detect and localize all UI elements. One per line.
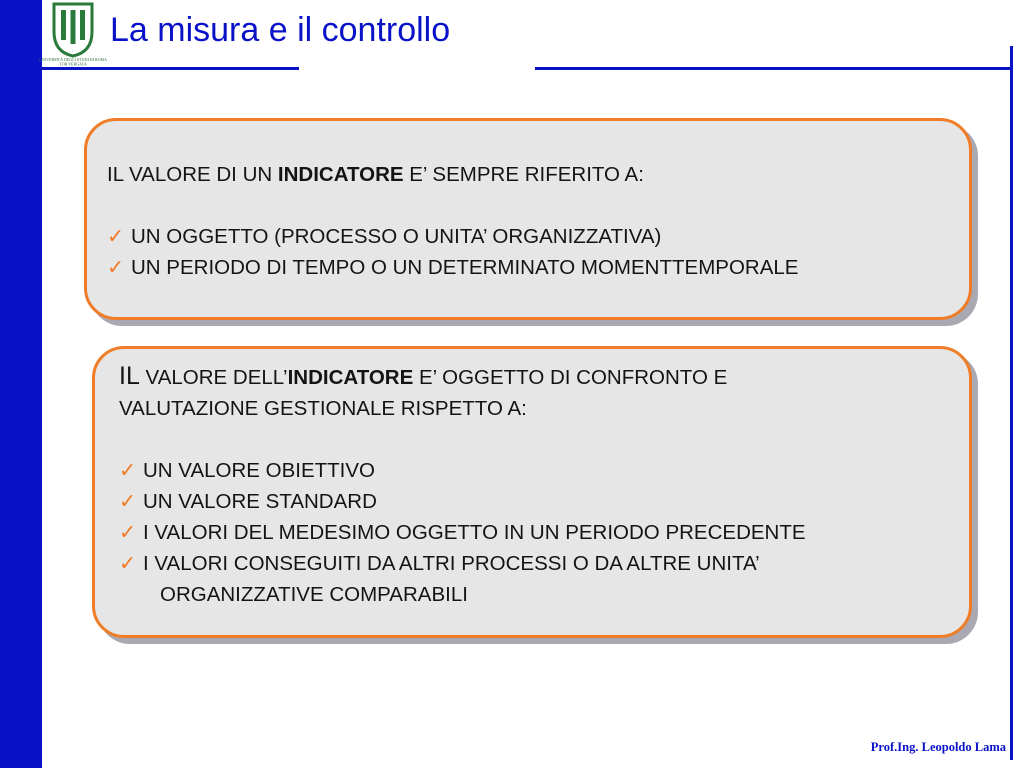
box2-heading-line2: VALUTAZIONE GESTIONALE RISPETTO A: bbox=[119, 397, 527, 420]
logo-text-line1: UNIVERSITÀ DEGLI STUDI DI ROMA bbox=[39, 57, 107, 62]
box1-heading: IL VALORE DI UN INDICATORE E’ SEMPRE RIFERITO A: bbox=[107, 163, 644, 186]
checkmark-icon: ✓ bbox=[119, 459, 137, 482]
box1-list-item: ✓ UN PERIODO DI TEMPO O UN DETERMINATO MOMENTTEMPORALE bbox=[107, 252, 969, 283]
slide-title: La misura e il controllo bbox=[110, 11, 451, 49]
author-footer: Prof.Ing. Leopoldo Lama bbox=[870, 740, 1006, 754]
title-underline-right bbox=[535, 67, 1013, 70]
checkmark-icon: ✓ bbox=[107, 225, 125, 248]
right-border-line bbox=[1010, 46, 1013, 760]
checkmark-icon: ✓ bbox=[119, 552, 137, 575]
box2-heading: IL VALORE DELL’INDICATORE E’ OGGETTO DI CONFRONTO E bbox=[119, 362, 728, 390]
box2-list-item: ✓ UN VALORE OBIETTIVO bbox=[119, 455, 969, 486]
box2-list-item: ✓ UN VALORE STANDARD bbox=[119, 486, 969, 517]
left-accent-bar bbox=[0, 0, 42, 768]
box2-list-item: ✓ I VALORI CONSEGUITI DA ALTRI PROCESSI O DA ALTRE UNITA’ bbox=[119, 548, 969, 579]
university-logo bbox=[39, 2, 107, 67]
box2-list-item: ✓ I VALORI DEL MEDESIMO OGGETTO IN UN PERIODO PRECEDENTE bbox=[119, 517, 969, 548]
title-underline-left bbox=[42, 67, 299, 70]
box1-list-item: ✓ UN OGGETTO (PROCESSO O UNITA’ ORGANIZZATIVA) bbox=[107, 221, 969, 252]
indicator-comparison-box bbox=[92, 346, 972, 638]
indicator-reference-box bbox=[84, 118, 972, 320]
checkmark-icon: ✓ bbox=[119, 521, 137, 544]
checkmark-icon: ✓ bbox=[107, 256, 125, 279]
checkmark-icon: ✓ bbox=[119, 490, 137, 513]
box2-list-item-continuation: ORGANIZZATIVE COMPARABILI bbox=[160, 583, 468, 606]
logo-text-line2: TOR VERGATA bbox=[59, 61, 87, 67]
